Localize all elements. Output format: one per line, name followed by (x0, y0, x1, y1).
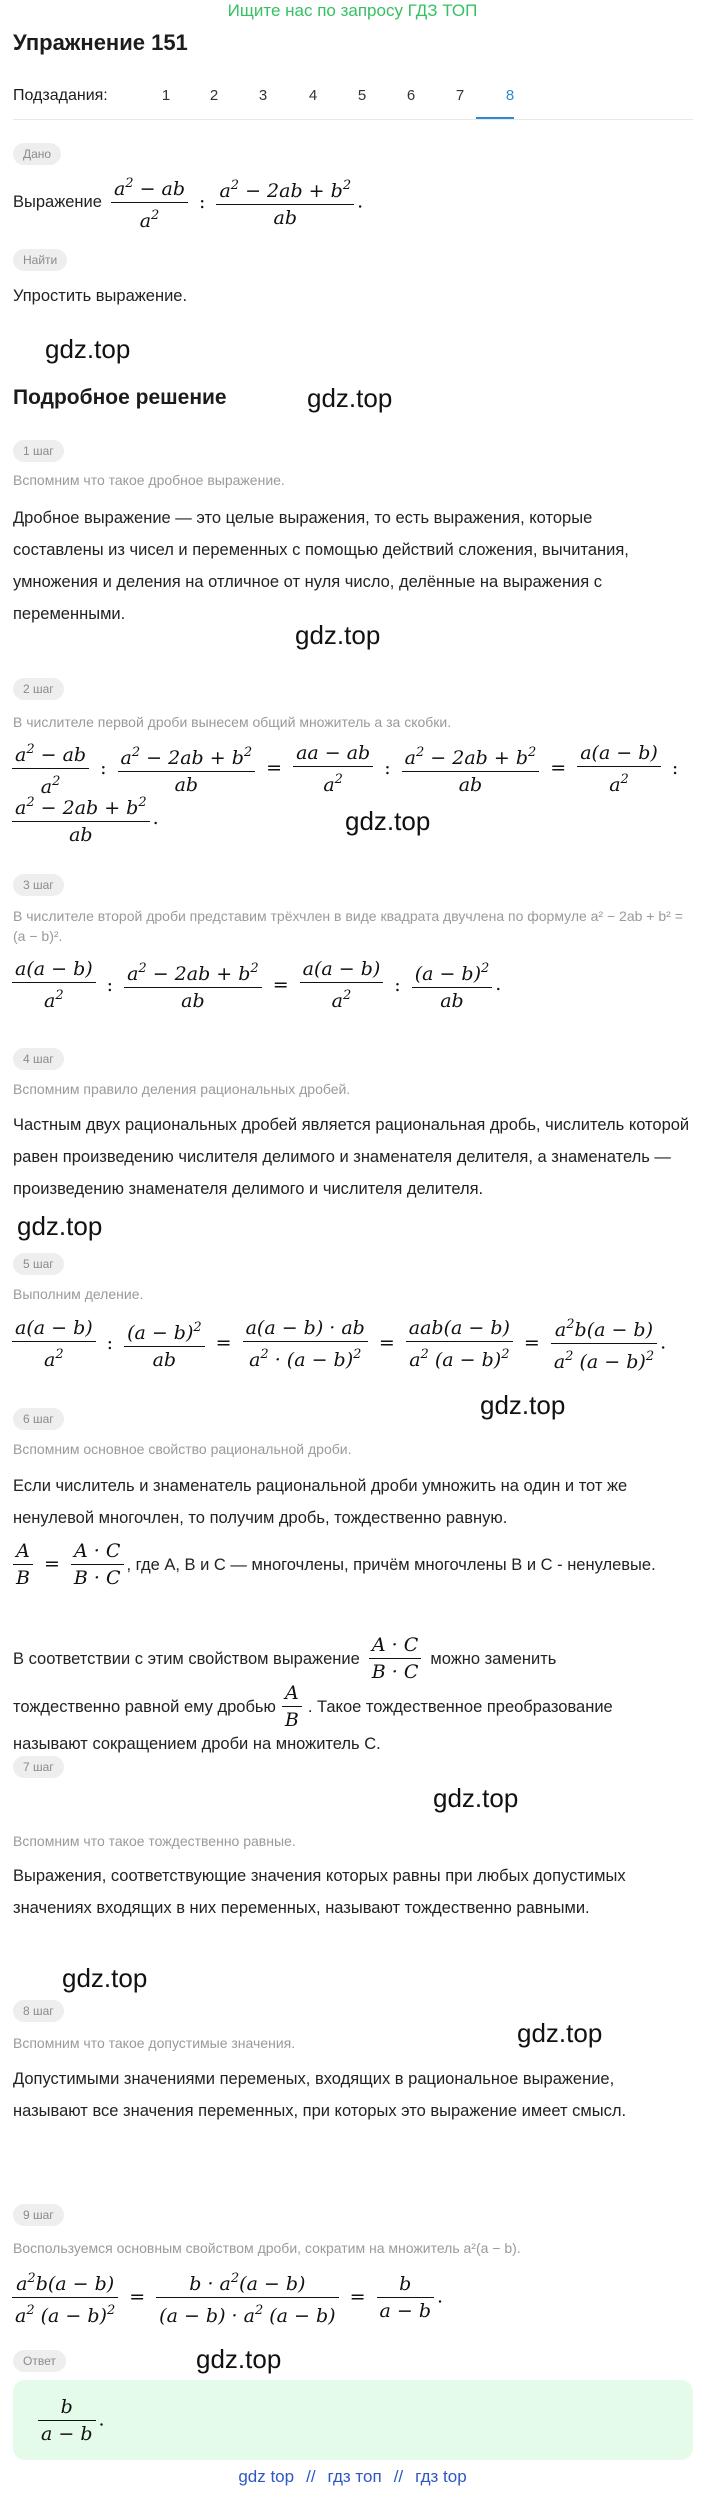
step-badge: 7 шаг (13, 1756, 64, 1778)
watermark: gdz.top (517, 2018, 603, 2048)
step-badge: 4 шаг (13, 1048, 64, 1070)
answer-formula: $\frac{b}{a - b}$ . (35, 2394, 105, 2447)
subtask-tab-3[interactable]: 3 (258, 87, 268, 104)
step-badge: 6 шаг (13, 1408, 64, 1430)
step-6-property (13, 1538, 693, 1591)
given-expression: $\frac{a^2 - ab}{a^2}$ : $\frac{a^2 - 2ab + b^2}{ab}$ . (108, 171, 363, 234)
step-9-formula: $\frac{a^2b(a - b)}{a^2 (a - b)^2}$ = $\frac{b \cdot a^2(a - b)}{(a - b) \cdot a^2 (a - b)}$ = $\frac{b}{a - b}$ . (9, 2266, 443, 2329)
step-text: называют сокращением дроби на множитель C. (13, 1735, 381, 1753)
step-text: . Такое тождественное преобразование (307, 1697, 613, 1716)
solution-title: Подробное решение (13, 386, 227, 409)
subtask-tab-8[interactable]: 8 (505, 87, 515, 104)
watermark: gdz.top (345, 806, 431, 836)
watermark: gdz.top (433, 1783, 519, 1813)
given-block (13, 174, 363, 230)
step-hint: Вспомним основное свойство рациональной дроби. (13, 1441, 352, 1457)
step-text: Частным двух рациональных дробей является рациональная дробь, числитель которой равен произведению числителя делимого и знаменателя делителя, а знаменатель — произведению знаменателя делимого и числителя делителя. (13, 1116, 690, 1198)
step-hint: Вспомним правило деления рациональных дробей. (13, 1081, 351, 1097)
step-hint: Вспомним что такое допустимые значения. (13, 2035, 296, 2051)
bottom-link-gdz-top[interactable]: gdz top (238, 2467, 295, 2486)
subtasks-divider (13, 119, 693, 120)
watermark: gdz.top (62, 1963, 148, 1993)
watermark: gdz.top (196, 2344, 282, 2374)
watermark: gdz.top (17, 1211, 103, 1241)
step-hint: В числителе второй дроби представим трёхчлен в виде квадрата двучлена по формуле a² − 2ab + b² = (a − b)². (13, 908, 683, 944)
step-hint: В числителе первой дроби вынесем общий множитель a за скобки. (13, 714, 452, 730)
page-title: Упражнение 151 (13, 30, 188, 55)
find-badge: Найти (13, 249, 67, 271)
find-text: Упростить выражение. (13, 287, 188, 305)
step-2-formula: $\frac{a^2 - ab}{a^2}$ : $\frac{a^2 - 2ab + b^2}{ab}$ = $\frac{aa - ab}{a^2}$ : $\frac{a^2 - 2ab + b^2}{ab}$ = $\frac{a(a - b)}{a^2}$ : (9, 737, 686, 800)
watermark: gdz.top (307, 383, 393, 413)
subtask-tab-4[interactable]: 4 (308, 87, 318, 104)
bottom-links (0, 2467, 705, 2487)
step-text: В соответствии с этим свойством выражение (13, 1649, 360, 1668)
step-text: Если числитель и знаменатель рациональной дроби умножить на один и тот же ненулевой многочлен, то получим дробь, тождественно равную. (13, 1477, 628, 1527)
step-6-line4 (13, 1680, 613, 1733)
step-3-formula: $\frac{a(a - b)}{a^2}$ : $\frac{a^2 - 2ab + b^2}{ab}$ = $\frac{a(a - b)}{a^2}$ : $\frac{(a - b)^2}{ab}$ . (9, 956, 501, 1014)
answer-badge: Ответ (13, 2350, 66, 2372)
step-badge: 9 шаг (13, 2204, 64, 2226)
subtask-tab-6[interactable]: 6 (406, 87, 416, 104)
step-text: Допустимыми значениями переменых, входящих в рациональное выражение, называют все значения переменных, при которых это выражение имеет смысл. (13, 2070, 627, 2120)
subtask-tab-2[interactable]: 2 (209, 87, 219, 104)
step-badge: 8 шаг (13, 2000, 64, 2022)
fraction-ab: $\frac{A}{B}$ (279, 1680, 305, 1733)
watermark: gdz.top (480, 1390, 566, 1420)
link-separator: // (306, 2467, 316, 2486)
step-badge: 2 шаг (13, 678, 64, 700)
search-banner: Ищите нас по запросу ГДЗ ТОП (227, 1, 478, 20)
bottom-link-gdz-top-mixed[interactable]: гдз top (415, 2467, 467, 2486)
step-text: тождественно равной ему дробью (13, 1697, 276, 1716)
link-separator: // (393, 2467, 404, 2486)
step-hint: Вспомним что такое дробное выражение. (13, 472, 285, 488)
subtasks-nav (13, 85, 693, 119)
given-badge: Дано (13, 143, 61, 165)
step-badge: 3 шаг (13, 874, 64, 896)
step-badge: 5 шаг (13, 1253, 64, 1275)
given-text: Выражение (13, 193, 102, 211)
step-5-formula: $\frac{a(a - b)}{a^2}$ : $\frac{(a - b)^2}{ab}$ = $\frac{a(a - b) \cdot ab}{a^2 \cdot (a - b)^2}$ = $\frac{\text{aab(a − b)}}{a^2 (a - b)^2}$ = $\frac{a^2b(a - b)}{a^2 (a - b)^2}$ . (9, 1312, 666, 1375)
step-hint: Выполним деление. (13, 1286, 144, 1302)
step-text: Выражения, соответствующие значения которых равны при любых допустимых значениях входящих в них переменных, называют тождественно равными. (13, 1867, 626, 1917)
watermark: gdz.top (295, 620, 381, 650)
subtask-tab-1[interactable]: 1 (161, 87, 171, 104)
step-6-line3 (13, 1632, 556, 1685)
step-text: можно заменить (430, 1649, 557, 1668)
subtask-tab-5[interactable]: 5 (357, 87, 367, 104)
property-formula: $\frac{A}{B}$ = $\frac{A \cdot C}{B \cdot C}$ (13, 1538, 127, 1591)
expression-fraction: $\frac{A \cdot C}{B \cdot C}$ (366, 1632, 425, 1685)
property-text: , где A, B и C — многочлены, причём многочлены B и C - ненулевые. (126, 1555, 656, 1574)
step-text: Дробное выражение — это целые выражения, то есть выражения, которые составлены из чисел и переменных с помощью действий сложения, вычитания, умножения и деления на отличное от нуля число, делённые на выражения с переменными. (13, 509, 629, 623)
step-badge: 1 шаг (13, 440, 64, 462)
answer-box (13, 2380, 693, 2460)
watermark: gdz.top (45, 334, 131, 364)
step-2-formula-cont: $\frac{a^2 - 2ab + b^2}{ab}$ . (9, 790, 159, 848)
subtasks-label: Подзадания: (13, 87, 108, 104)
subtask-tab-7[interactable]: 7 (455, 87, 465, 104)
bottom-link-gdz-top-ru[interactable]: гдз топ (327, 2467, 382, 2486)
step-hint: Вспомним что такое тождественно равные. (13, 1833, 296, 1849)
step-hint: Воспользуемся основным свойством дроби, сократим на множитель a²(a − b). (13, 2240, 521, 2256)
